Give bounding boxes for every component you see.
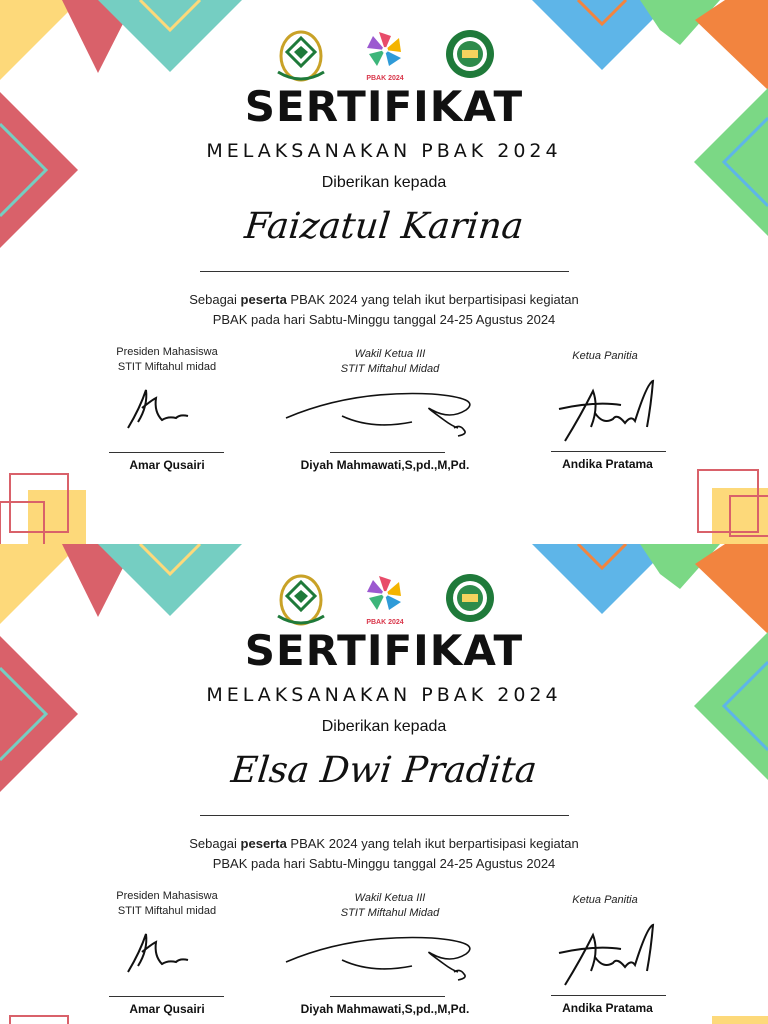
campus-crest-logo-icon: [278, 32, 324, 80]
description-line-1: Sebagai peserta PBAK 2024 yang telah ikut berpartisipasi kegiatan: [189, 292, 579, 307]
dema-round-logo-icon: [446, 574, 494, 622]
dema-round-logo-icon: [446, 30, 494, 78]
signature-icon: [555, 919, 665, 991]
participant-role: peserta: [240, 292, 287, 307]
signatory-2-name: Diyah Mahmawati,S,pd.,M,Pd.: [300, 458, 470, 472]
certificate-title: SERTIFIKAT: [244, 626, 524, 675]
deco-yellow-square-right: [712, 1016, 768, 1024]
signatory-2-role: Wakil Ketua III STIT Miftahul Midad: [340, 348, 440, 375]
certificate-card-2: [0, 544, 768, 1024]
name-underline: [200, 271, 569, 272]
signatory-2-name: Diyah Mahmawati,S,pd.,M,Pd.: [300, 1002, 470, 1016]
signatory-3-name: Andika Pratama: [562, 457, 653, 471]
signature-line-1: [109, 452, 224, 453]
certificate-title: SERTIFIKAT: [244, 82, 524, 131]
given-to-label: Diberikan kepada: [321, 174, 447, 191]
participant-role: peserta: [240, 836, 287, 851]
signature-line-2: [330, 452, 445, 453]
deco-teal-triangle: [98, 0, 242, 72]
signatory-1-name: Amar Qusairi: [129, 1002, 205, 1016]
signatory-2-role: Wakil Ketua III STIT Miftahul Midad: [340, 892, 440, 919]
description-line-2: PBAK pada hari Sabtu-Minggu tanggal 24-25 Agustus 2024: [212, 856, 556, 871]
signature-icon: [282, 924, 492, 986]
event-caption: PBAK 2024: [366, 75, 404, 82]
name-underline: [200, 815, 569, 816]
signatory-3-role: Ketua Panitia: [572, 350, 638, 362]
deco-orange-triangle: [695, 544, 768, 634]
signature-line-3: [551, 995, 666, 996]
recipient-name: Faizatul Karina: [242, 206, 526, 247]
signatory-3-role: Ketua Panitia: [572, 894, 638, 906]
signature-icon: [118, 922, 198, 982]
recipient-name: Elsa Dwi Pradita: [229, 750, 539, 791]
signature-icon: [282, 380, 492, 442]
signature-icon: [555, 375, 665, 447]
signature-line-3: [551, 451, 666, 452]
signature-icon: [118, 378, 198, 438]
given-to-label: Diberikan kepada: [321, 718, 447, 735]
logo-row: [270, 570, 500, 630]
deco-yellow-square: [28, 490, 86, 544]
certificate-subtitle: MELAKSANAKAN PBAK 2024: [206, 140, 562, 162]
signatory-1-name: Amar Qusairi: [129, 458, 205, 472]
pbak-flower-logo-icon: [367, 576, 401, 610]
pbak-flower-logo-icon: [367, 32, 401, 66]
signatory-1-role: Presiden Mahasiswa STIT Miftahul midad: [116, 346, 218, 373]
signatory-3-name: Andika Pratama: [562, 1001, 653, 1015]
description-line-2: PBAK pada hari Sabtu-Minggu tanggal 24-25 Agustus 2024: [212, 312, 556, 327]
certificate-description: [0, 290, 768, 330]
certificate-subtitle: MELAKSANAKAN PBAK 2024: [206, 684, 562, 706]
deco-teal-triangle: [98, 544, 242, 616]
description-line-1: Sebagai peserta PBAK 2024 yang telah ikut berpartisipasi kegiatan: [189, 836, 579, 851]
signature-line-1: [109, 996, 224, 997]
signature-line-2: [330, 996, 445, 997]
deco-orange-triangle: [695, 0, 768, 90]
campus-crest-logo-icon: [278, 576, 324, 624]
logo-row: [270, 26, 500, 86]
signatory-1-role: Presiden Mahasiswa STIT Miftahul midad: [116, 890, 218, 917]
certificate-description: [0, 834, 768, 874]
event-caption: PBAK 2024: [366, 619, 404, 626]
